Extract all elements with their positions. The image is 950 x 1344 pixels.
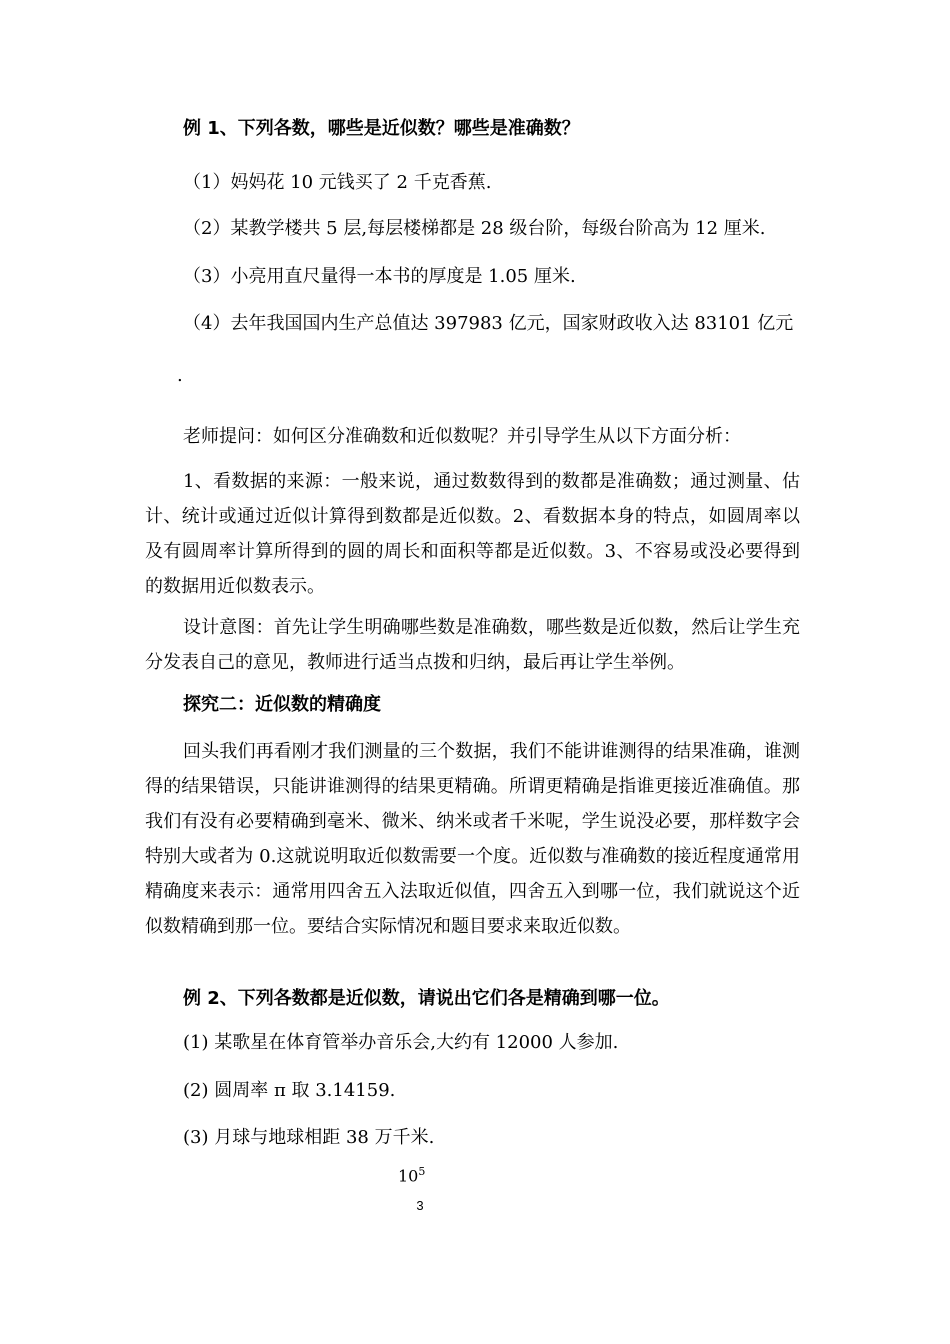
power-exponent: 5 [418,1165,426,1178]
example2-item-1: (1) 某歌星在体育管举办音乐会,大约有 12000 人参加. [183,1032,619,1053]
section2-paragraph: 回头我们再看刚才我们测量的三个数据，我们不能讲谁测得的结果准确，谁测得的结果错误，只能讲谁测得的结果更精确。所谓更精确是指谁更接近准确值。那我们有没有必要精确到毫米、微米、纳米或者千米呢，学生说没必要，那样数字会特别大或者为 0.这就说明取近似数需要一个度。近似数与准确数的接近程度通常用精确度来表示：通常用四舍五入法取近似值，四舍五入到哪一位，我们就说这个近似数精确到那一位。要结合实际情况和题目要求来取近似数。 [145,741,800,937]
section2-title: 探究二：近似数的精确度 [183,694,381,715]
example2-title-text: 例 2、下列各数都是近似数，请说出它们各是精确到哪一位。 [183,988,670,1009]
example1-title [183,117,843,141]
example2-item-3: (3) 月球与地球相距 38 万千米. [183,1127,435,1148]
example1-item-4-period: . [177,365,183,386]
power-base: 10 [398,1166,419,1186]
example1-item-1: （1）妈妈花 10 元钱买了 2 千克香蕉. [183,172,492,193]
example1-title-text: 例 1、下列各数，哪些是近似数？哪些是准确数？ [183,118,580,139]
example2-item-2: (2) 圆周率 π 取 3.14159. [183,1080,396,1101]
page-number: 3 [416,1198,424,1213]
teacher-question: 老师提问：如何区分准确数和近似数呢？并引导学生从以下方面分析： [183,426,741,447]
power-expression [398,1160,458,1188]
example1-item-3: （3）小亮用直尺量得一本书的厚度是 1.05 厘米. [183,266,576,287]
example1-item-4: （4）去年我国国内生产总值达 397983 亿元，国家财政收入达 83101 亿元 [183,313,794,334]
example1-item-2: （2）某教学楼共 5 层,每层楼梯都是 28 级台阶，每级台阶高为 12 厘米. [183,218,766,239]
analysis-paragraph: 1、看数据的来源：一般来说，通过数数得到的数都是准确数；通过测量、估计、统计或通过近似计算得到数都是近似数。2、看数据本身的特点，如圆周率以及有圆周率计算所得到的圆的周长和面积等都是近似数。3、不容易或没必要得到的数据用近似数表示。 [145,471,800,597]
design-intent-paragraph: 设计意图：首先让学生明确哪些数是准确数，哪些数是近似数，然后让学生充分发表自己的意见，教师进行适当点拨和归纳，最后再让学生举例。 [145,617,800,673]
example2-title [183,987,843,1011]
